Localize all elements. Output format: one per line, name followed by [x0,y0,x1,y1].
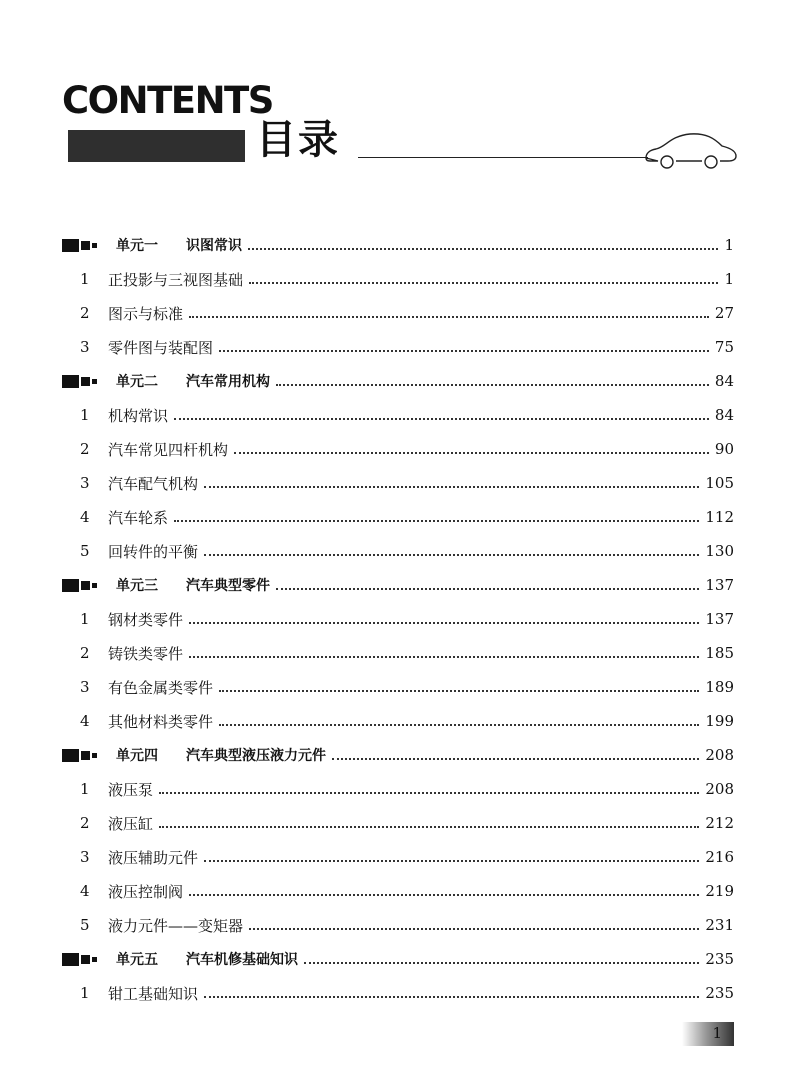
toc-item-row[interactable] [62,262,734,296]
item-number: 5 [80,542,90,560]
toc-item-row[interactable] [62,602,734,636]
unit-title: 汽车典型液压液力元件 [186,748,326,764]
dot-leader [189,316,709,318]
page-ref: 235 [705,950,734,968]
dot-leader [219,350,709,352]
page-ref: 1 [724,236,734,254]
toc-item-row[interactable] [62,840,734,874]
unit-title: 汽车常用机构 [186,374,270,390]
toc-unit-row[interactable] [62,228,734,262]
toc-unit-row[interactable] [62,364,734,398]
unit-title: 汽车机修基础知识 [186,952,298,968]
unit-marker-icon [62,375,116,388]
item-title: 液压辅助元件 [108,848,199,867]
item-title: 汽车配气机构 [108,474,199,493]
header [0,0,790,200]
item-title: 汽车常见四杆机构 [108,440,229,459]
unit-label: 单元三 [116,578,158,594]
item-number: 2 [80,814,90,832]
item-number: 4 [80,712,90,730]
toc-item-row[interactable] [62,432,734,466]
item-number: 4 [80,508,90,526]
item-number: 5 [80,916,90,934]
dot-leader [204,486,699,488]
toc-item-row[interactable] [62,976,734,1010]
unit-marker-icon [62,239,116,252]
toc-item-row[interactable] [62,534,734,568]
item-title: 其他材料类零件 [108,712,214,731]
item-number: 1 [80,984,90,1002]
item-title: 有色金属类零件 [108,678,214,697]
unit-marker-icon [62,579,116,592]
contents-heading: CONTENTS [62,79,273,122]
page-ref: 75 [714,338,734,356]
page-ref: 84 [714,406,734,424]
car-icon [640,126,740,172]
item-number: 2 [80,304,90,322]
page-ref: 208 [705,746,734,764]
item-title: 零件图与装配图 [108,338,214,357]
page-ref: 90 [714,440,734,458]
page-ref: 137 [705,576,734,594]
dot-leader [189,894,699,896]
page-ref: 130 [705,542,734,560]
item-title: 铸铁类零件 [108,644,184,663]
item-number: 1 [80,406,90,424]
item-title: 液压控制阀 [108,882,184,901]
item-title: 图示与标准 [108,304,184,323]
item-title: 回转件的平衡 [108,542,199,561]
unit-label: 单元一 [116,238,158,254]
toc-item-row[interactable] [62,874,734,908]
dot-leader [174,418,709,420]
page-ref: 137 [705,610,734,628]
toc-unit-row[interactable] [62,568,734,602]
item-title: 液压泵 [108,780,154,799]
item-number: 1 [80,780,90,798]
unit-label: 单元五 [116,952,158,968]
item-title: 钳工基础知识 [108,984,199,1003]
title-bar-decoration [68,130,245,162]
page-ref: 185 [705,644,734,662]
toc-item-row[interactable] [62,500,734,534]
unit-marker-icon [62,953,116,966]
dot-leader [159,826,699,828]
page-ref: 219 [705,882,734,900]
toc-item-row[interactable] [62,296,734,330]
page-ref: 199 [705,712,734,730]
dot-leader [159,792,699,794]
unit-label: 单元二 [116,374,158,390]
page-ref: 105 [705,474,734,492]
unit-label: 单元四 [116,748,158,764]
dot-leader [249,928,699,930]
item-title: 液力元件——变矩器 [108,916,244,935]
toc-item-row[interactable] [62,466,734,500]
item-number: 1 [80,270,90,288]
dot-leader [219,690,699,692]
item-title: 钢材类零件 [108,610,184,629]
dot-leader [332,758,699,760]
item-number: 2 [80,644,90,662]
page-ref: 84 [714,372,734,390]
dot-leader [204,554,699,556]
item-number: 2 [80,440,90,458]
dot-leader [304,962,699,964]
toc-item-row[interactable] [62,704,734,738]
page-number: 1 [712,1024,722,1042]
item-number: 3 [80,678,90,696]
toc-item-row[interactable] [62,398,734,432]
unit-marker-icon [62,749,116,762]
item-title: 机构常识 [108,406,169,425]
page-ref: 112 [705,508,734,526]
unit-title: 识图常识 [186,238,242,254]
item-number: 3 [80,848,90,866]
page-ref: 235 [705,984,734,1002]
dot-leader [204,860,699,862]
item-title: 汽车轮系 [108,508,169,527]
toc-unit-row[interactable] [62,942,734,976]
unit-title: 汽车典型零件 [186,578,270,594]
item-number: 1 [80,610,90,628]
item-title: 液压缸 [108,814,154,833]
toc-item-row[interactable] [62,670,734,704]
toc-item-row[interactable] [62,806,734,840]
dot-leader [204,996,699,998]
page-ref: 212 [705,814,734,832]
table-of-contents [62,228,734,1010]
page-ref: 208 [705,780,734,798]
item-number: 3 [80,474,90,492]
toc-item-row[interactable] [62,636,734,670]
page-ref: 216 [705,848,734,866]
page-number-tab [682,1022,734,1046]
item-number: 4 [80,882,90,900]
dot-leader [249,282,718,284]
dot-leader [189,622,699,624]
dot-leader [234,452,709,454]
page-ref: 231 [705,916,734,934]
toc-item-row[interactable] [62,772,734,806]
item-title: 正投影与三视图基础 [108,270,244,289]
dot-leader [276,384,709,386]
dot-leader [276,588,699,590]
page-title: 目录 [256,117,340,163]
dot-leader [189,656,699,658]
header-rule [358,157,648,158]
item-number: 3 [80,338,90,356]
toc-item-row[interactable] [62,908,734,942]
page-ref: 27 [714,304,734,322]
page-ref: 189 [705,678,734,696]
page-ref: 1 [724,270,734,288]
dot-leader [219,724,699,726]
toc-item-row[interactable] [62,330,734,364]
dot-leader [174,520,699,522]
toc-unit-row[interactable] [62,738,734,772]
dot-leader [248,248,718,250]
